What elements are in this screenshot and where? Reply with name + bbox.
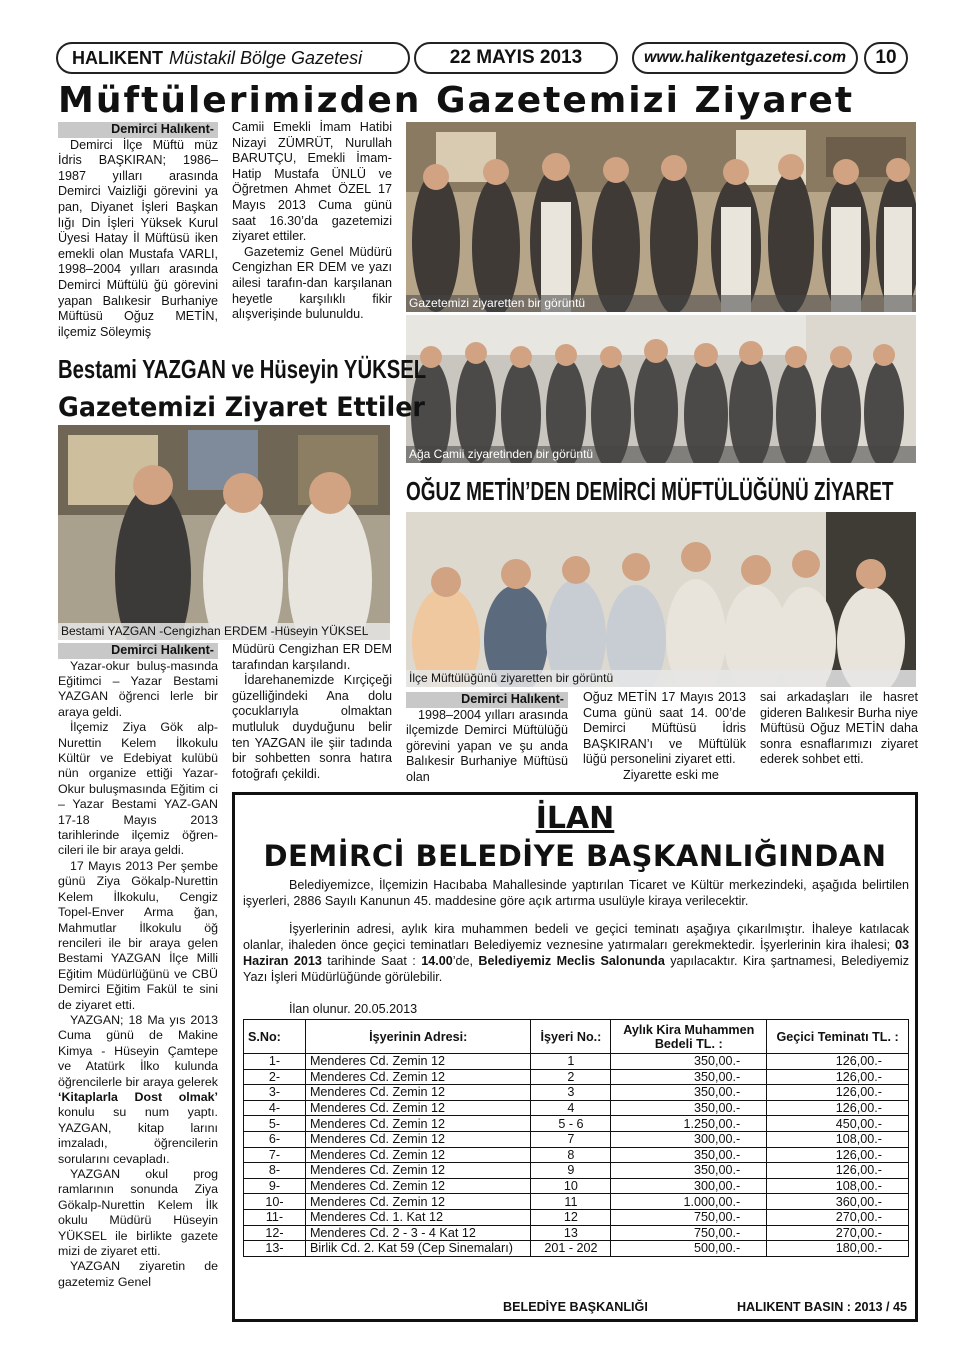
table-cell: Menderes Cd. Zemin 12 <box>305 1085 531 1101</box>
table-row <box>244 1147 909 1163</box>
table-cell: 1- <box>244 1054 306 1070</box>
table-row <box>244 1100 909 1116</box>
article1-text-2: Camii Emekli İmam Hatibi Nizayi ZÜMRÜT, Nurullah BARUTÇU, Emekli İmam-Hatip Mustafa ÜNLÜ ve Öğretmen Ahmet ÖZEL 17 Mayıs 2013 Cuma günü saat 16.30’da gazetemizi ziyaret ettiler. <box>232 120 392 244</box>
column-header: İşyerinin Adresi: <box>305 1020 531 1054</box>
ilan-text: Belediyemizce, İlçemizin Hacıbaba Mahallesinde yaptırılan Ticaret ve Kültür merkezindeki, aşağıda belirtilen işyerleri, 2886 Sayılı Kanunun 45. maddesine göre açık artırma usulüyle kiraya verilecektir. <box>243 878 909 908</box>
article2-headline-line1: Bestami YAZGAN ve Hüseyin YÜKSEL <box>58 354 427 384</box>
table-cell: 7- <box>244 1147 306 1163</box>
table-cell: 108,00.- <box>767 1131 909 1147</box>
article3-headline: OĞUZ METİN’DEN DEMİRCİ MÜFTÜLÜĞÜNÜ ZİYARET <box>406 476 894 506</box>
table-row <box>244 1131 909 1147</box>
table-cell: 9 <box>531 1163 611 1179</box>
table-cell: Menderes Cd. Zemin 12 <box>305 1100 531 1116</box>
table-cell: 126,00.- <box>767 1147 909 1163</box>
photo-newspaper-visit <box>406 122 916 312</box>
table-cell: 126,00.- <box>767 1054 909 1070</box>
table-row <box>244 1069 909 1085</box>
table-row <box>244 1085 909 1101</box>
website-link[interactable]: www.halikentgazetesi.com <box>632 42 858 74</box>
table-cell: Menderes Cd. 2 - 3 - 4 Kat 12 <box>305 1225 531 1241</box>
table-cell: Menderes Cd. 1. Kat 12 <box>305 1209 531 1225</box>
masthead-pill <box>56 42 410 74</box>
table-row <box>244 1241 909 1257</box>
main-headline: Müftülerimizden Gazetemizi Ziyaret <box>58 80 855 121</box>
column-header: İşyeri No.: <box>531 1020 611 1054</box>
table-cell: 1 <box>531 1054 611 1070</box>
ilan-title: İLAN <box>535 801 615 836</box>
table-cell: 750,00.- <box>611 1209 767 1225</box>
table-cell: 300,00.- <box>611 1178 767 1194</box>
table-cell: Menderes Cd. Zemin 12 <box>305 1069 531 1085</box>
table-cell: 108,00.- <box>767 1178 909 1194</box>
table-cell: 4- <box>244 1100 306 1116</box>
table-cell: 350,00.- <box>611 1069 767 1085</box>
ilan-announced-date: İlan olunur. 20.05.2013 <box>289 1002 418 1016</box>
photo-caption: Gazetemizi ziyaretten bir görüntü <box>406 295 916 312</box>
article2-kicker: Demirci Halıkent- <box>58 643 218 659</box>
article3-col3 <box>760 690 918 768</box>
article2-text-span: YAZGAN; 18 Ma yıs 2013 Cuma günü de Makine Kimya - Hüseyin Çamtepe ve Atatürk İlko kulunda öğrencilerle bir araya gelerek <box>58 1012 218 1089</box>
article2-text-span: konulu su num yaptı. YAZGAN, kitap larını imzaladı, öğrencilerin sorularını cevapladı. <box>58 1105 218 1166</box>
table-cell: 350,00.- <box>611 1147 767 1163</box>
article3-text-4: sai arkadaşları ile hasret gideren Balıkesir Burha niye Müftüsü Oğuz METİN daha sonra esnaflarımızı ziyaret ederek sohbet etti. <box>760 690 918 767</box>
table-cell: 11- <box>244 1209 306 1225</box>
ilan-place: Belediyemiz Meclis Salonunda <box>478 954 665 968</box>
article2-quote: ‘Kitaplarla Dost olmak’ <box>58 1089 218 1104</box>
table-cell: 9- <box>244 1178 306 1194</box>
ilan-footer-authority: BELEDİYE BAŞKANLIĞI <box>503 1300 648 1314</box>
article2-paragraph <box>58 1013 218 1167</box>
table-row <box>244 1178 909 1194</box>
column-header: S.No: <box>244 1020 306 1054</box>
table-cell: 180,00.- <box>767 1241 909 1257</box>
article3-text-3: Ziyarette eski me <box>623 767 719 782</box>
article1-text-3: Gazetemiz Genel Müdürü Cengizhan ER DEM ve yazı ailesi tarafın-dan karşılanan heyetle karşılıklı fikir alışverişinde bulunuldu. <box>232 244 392 322</box>
photo-mufti-office-visit <box>406 512 916 687</box>
table-cell: 201 - 202 <box>531 1241 611 1257</box>
article2-headline-line2: Gazetemizi Ziyaret Ettiler <box>58 392 425 423</box>
ilan-footer-press: HALIKENT BASIN : 2013 / 45 <box>736 1300 907 1314</box>
issue-date: 22 MAYIS 2013 <box>414 42 618 74</box>
table-cell: Birlik Cd. 2. Kat 59 (Cep Sinemaları) <box>305 1241 531 1257</box>
table-cell: 12 <box>531 1209 611 1225</box>
photo-mosque-visit <box>406 315 916 463</box>
photo-caption: İlçe Müftülüğünü ziyaretten bir görüntü <box>406 670 916 687</box>
table-cell: 12- <box>244 1225 306 1241</box>
table-cell: Menderes Cd. Zemin 12 <box>305 1163 531 1179</box>
article1-text: Demirci İlçe Müftü müz İdris BAŞKIRAN; 1986–1987 yılları arasında Demirci Vaizliği görevini ya pan, Diyanet İşleri Başkan lığı Din İşleri Yüksek Kurul Üyesi Hatay İl Müftüsü iken emekli olan Mustafa VARLI, 1998–2004 yılları arasında Demirci Müftülü ğü görevini yapan Balıkesir Burhaniye Müftüsü Oğuz METİN, ilçemiz Söleymiş <box>58 137 218 339</box>
table-row <box>244 1163 909 1179</box>
table-cell: 10- <box>244 1194 306 1210</box>
table-cell: 3- <box>244 1085 306 1101</box>
table-cell: 126,00.- <box>767 1163 909 1179</box>
table-cell: 13 <box>531 1225 611 1241</box>
ilan-text: yapılacaktır. Kira şartnamesi, Belediyemiz Yazı İşleri Müdürlüğünde görülebilir. <box>243 954 909 984</box>
table-cell: 4 <box>531 1100 611 1116</box>
ilan-text: ’de, <box>452 954 474 968</box>
table-cell: Menderes Cd. Zemin 12 <box>305 1054 531 1070</box>
article1-kicker: Demirci Halıkent- <box>58 122 218 138</box>
photo-caption: Ağa Camii ziyaretinden bir görüntü <box>406 446 916 463</box>
table-cell: Menderes Cd. Zemin 12 <box>305 1147 531 1163</box>
article3-col1 <box>406 692 568 786</box>
table-cell: 300,00.- <box>611 1131 767 1147</box>
article3-col2 <box>583 690 746 784</box>
article2-col1 <box>58 643 218 1290</box>
table-row <box>244 1054 909 1070</box>
paper-tagline: Müstakil Bölge Gazetesi <box>169 47 363 68</box>
table-cell: 7 <box>531 1131 611 1147</box>
table-cell: 3 <box>531 1085 611 1101</box>
ilan-time: 14.00 <box>421 954 453 968</box>
table-cell: Menderes Cd. Zemin 12 <box>305 1131 531 1147</box>
table-cell: 500,00.- <box>611 1241 767 1257</box>
ilan-paragraph-2 <box>243 921 909 985</box>
table-header-row <box>244 1020 909 1054</box>
table-cell: 126,00.- <box>767 1085 909 1101</box>
table-cell: 2 <box>531 1069 611 1085</box>
table-cell: 270,00.- <box>767 1209 909 1225</box>
table-cell: 11 <box>531 1194 611 1210</box>
page-number: 10 <box>864 42 908 74</box>
table-cell: 5 - 6 <box>531 1116 611 1132</box>
table-cell: 1.250,00.- <box>611 1116 767 1132</box>
table-cell: 10 <box>531 1178 611 1194</box>
table-cell: 360,00.- <box>767 1194 909 1210</box>
article1-col2 <box>232 120 392 323</box>
table-cell: 350,00.- <box>611 1054 767 1070</box>
article1-col1 <box>58 122 218 340</box>
ilan-text: İşyerlerinin adresi, aylık kira muhammen bedeli ve geçici teminatı aşağıya çıkarılmıştır. İhaleye katılacak olanlar, ihaleden önce geçici teminatları Belediyemiz veznesine yatırmaları gerekmektedir. İşyerlerinin kira ihalesi; <box>243 922 909 952</box>
table-cell: 350,00.- <box>611 1163 767 1179</box>
article3-text-2: Oğuz METİN 17 Mayıs 2013 Cuma günü saat 14. 00’de Demirci Müftüsü İdris BAŞKIRAN’ı ve Müftülük lüğü personelini ziyaret etti. <box>583 690 746 767</box>
column-header: Geçici Teminatı TL. : <box>767 1020 909 1054</box>
ilan-table <box>243 1019 909 1257</box>
ilan-text: tarihinde Saat : <box>327 954 416 968</box>
table-cell: 1.000,00.- <box>611 1194 767 1210</box>
table-cell: Menderes Cd. Zemin 12 <box>305 1194 531 1210</box>
table-cell: 6- <box>244 1131 306 1147</box>
table-cell: Menderes Cd. Zemin 12 <box>305 1116 531 1132</box>
article3-kicker: Demirci Halıkent- <box>406 692 568 708</box>
ilan-subtitle: DEMİRCİ BELEDİYE BAŞKANLIĞINDAN <box>263 839 887 873</box>
paper-name: HALIKENT <box>72 47 163 68</box>
table-cell: 350,00.- <box>611 1085 767 1101</box>
table-cell: 2- <box>244 1069 306 1085</box>
table-cell: 5- <box>244 1116 306 1132</box>
table-row <box>244 1209 909 1225</box>
article2-paragraph: Müdürü Cengizhan ER DEM tarafından karşılandı. <box>232 642 392 672</box>
table-cell: 8 <box>531 1147 611 1163</box>
table-cell: 350,00.- <box>611 1100 767 1116</box>
table-row <box>244 1116 909 1132</box>
ilan-date: 03 Haziran 2013 <box>243 938 910 968</box>
article2-paragraph: YAZGAN ziyaretin de gazetemiz Genel <box>58 1259 218 1289</box>
ilan-announcement <box>232 792 918 1322</box>
table-cell: Menderes Cd. Zemin 12 <box>305 1178 531 1194</box>
photo-caption: Bestami YAZGAN -Cengizhan ERDEM -Hüseyin YÜKSEL <box>58 623 390 640</box>
article2-paragraph: Yazar-okur buluş-masında Eğitimci – Yazar Bestami YAZGAN öğrenci lerle bir araya geldi. <box>58 658 218 719</box>
article2-paragraph: İlçemiz Ziya Gök alp-Nurettin Kelem İlkokulu Kültür ve Edebiyat kulübü nün organize ettiği Yazar-Okur buluşmasında Eğitim ci – Yazar Bestami YAZ-GAN 17-18 Mayıs 2013 tarihlerinde ilçemiz öğren-cileri ile bir araya geldi. <box>58 720 218 858</box>
table-cell: 126,00.- <box>767 1069 909 1085</box>
table-cell: 750,00.- <box>611 1225 767 1241</box>
article2-paragraph: YAZGAN okul prog ramlarının sonunda Ziya Gökalp-Nurettin Kelem İlk okulu Müdürü Hüseyin YÜKSEL ile birlikte gazete mizi de ziyaret etti. <box>58 1167 218 1259</box>
table-cell: 450,00.- <box>767 1116 909 1132</box>
table-row <box>244 1225 909 1241</box>
table-cell: 270,00.- <box>767 1225 909 1241</box>
ilan-paragraph-1 <box>243 877 909 909</box>
table-cell: 13- <box>244 1241 306 1257</box>
photo-yazgan-yuksel <box>58 425 390 640</box>
table-cell: 8- <box>244 1163 306 1179</box>
table-row <box>244 1194 909 1210</box>
article2-paragraph: İdarehanemizde Kırçiçeği güzelliğindeki Ana dolu çocuklarıyla olmaktan mutluluk duyduğunu belir ten YAZGAN ile şiir tadında bir sohbetten sonra hatıra fotoğrafı çekildi. <box>232 673 392 781</box>
article2-col2 <box>232 642 392 782</box>
article2-paragraph: 17 Mayıs 2013 Per şembe günü Ziya Gökalp-Nurettin Kelem İlkokulu, Cengiz Topel-Enver Arma ğan, Mahmutlar İlkokulu öğ rencileri ile bir araya gelen Bestami YAZGAN İlçe Milli Eğitim Müdürlüğünü ve CBÜ Demirci Eğitim Fakül te sini de ziyaret etti. <box>58 858 218 1012</box>
table-cell: 126,00.- <box>767 1100 909 1116</box>
column-header: Aylık Kira Muhammen Bedeli TL. : <box>611 1020 767 1054</box>
article3-text: 1998–2004 yılları arasında ilçemizde Demirci Müftülüğü görevini yapan ve şu anda Balıkesir Burhaniye Müftüsü olan <box>406 707 568 784</box>
